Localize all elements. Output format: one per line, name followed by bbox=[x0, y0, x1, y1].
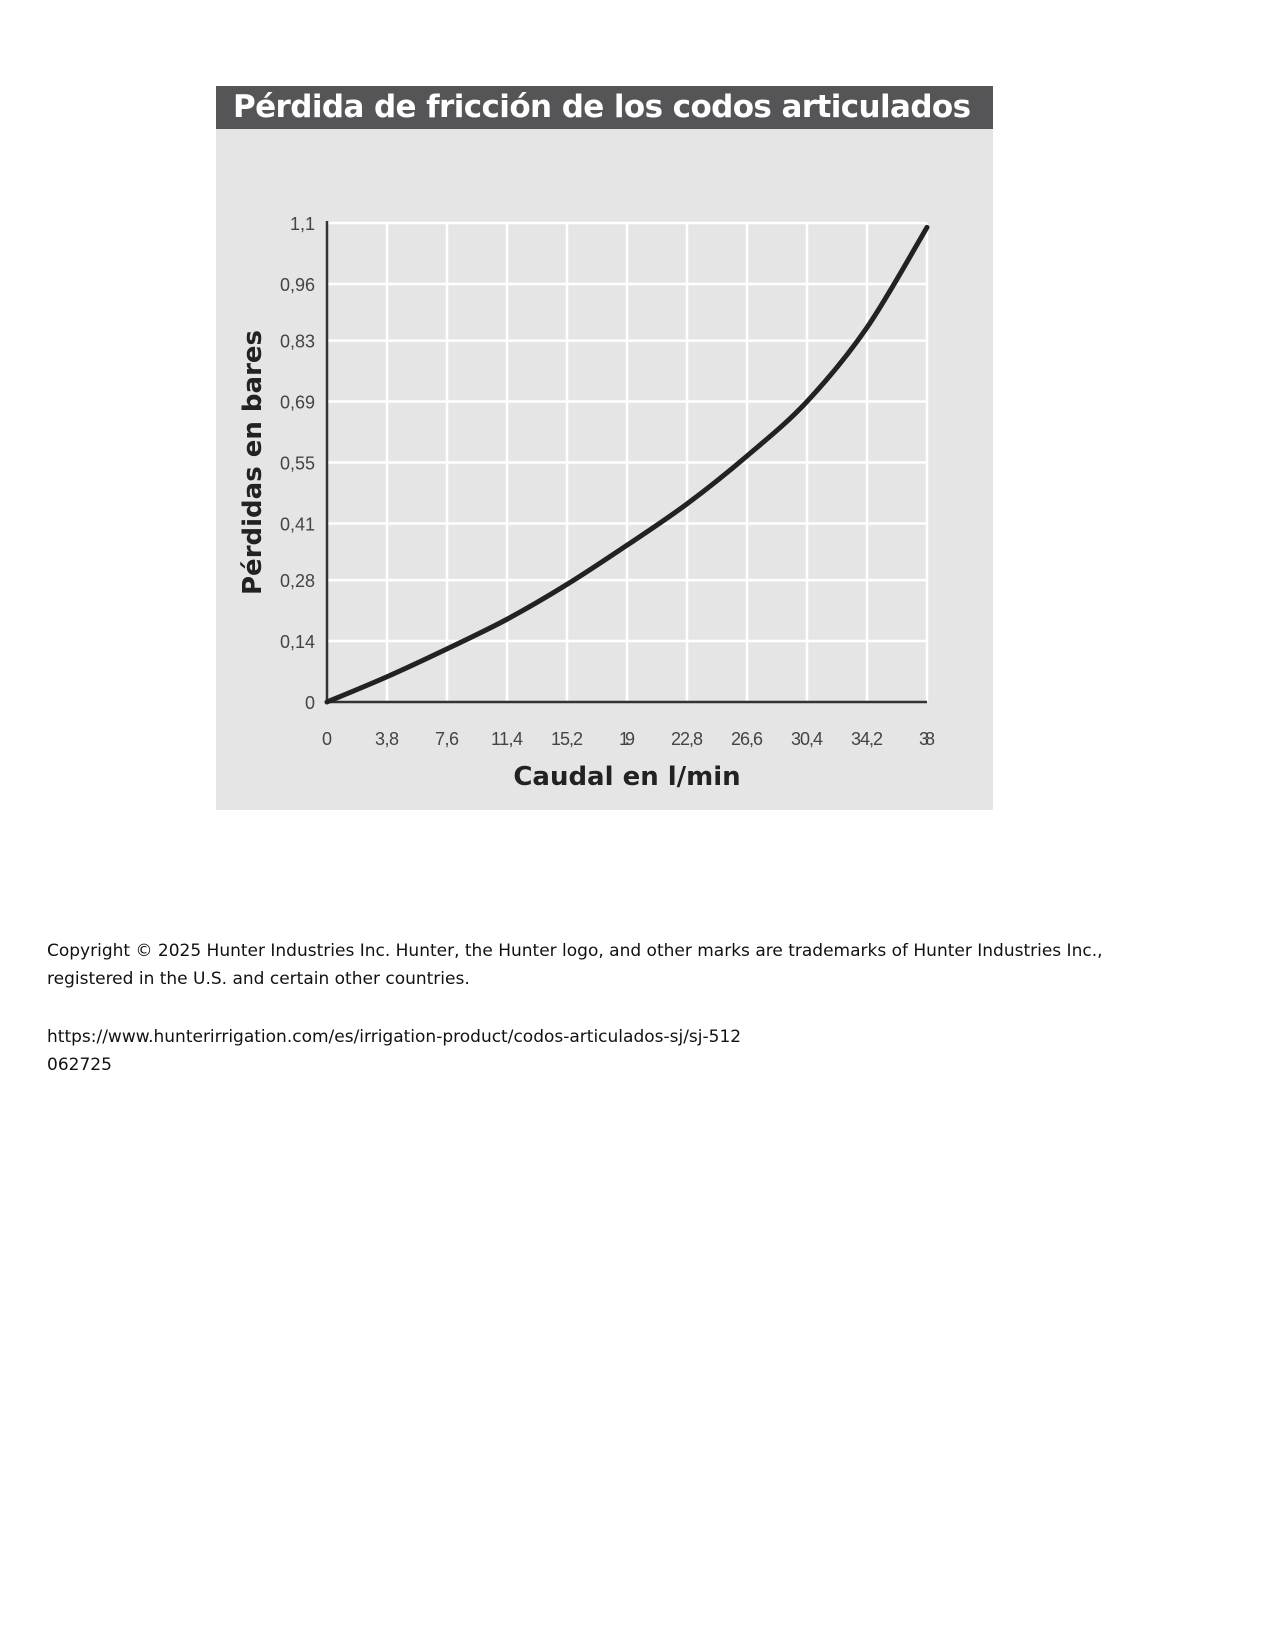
x-tick-label-9: 34,2 bbox=[851, 729, 883, 749]
document-code: 062725 bbox=[47, 1055, 112, 1075]
x-tick-label-3: 11,4 bbox=[491, 729, 523, 749]
chart-title-bar bbox=[216, 86, 993, 129]
y-tick-label-6: 0,83 bbox=[279, 331, 315, 352]
x-tick-label-0: 0 bbox=[321, 729, 333, 749]
x-tick-label-1: 3,8 bbox=[375, 729, 399, 749]
x-tick-label-6: 22,8 bbox=[671, 729, 703, 749]
y-tick-label-0: 0 bbox=[304, 693, 315, 713]
y-tick-label-3: 0,41 bbox=[279, 514, 315, 535]
x-tick-label-5: 19 bbox=[619, 729, 635, 749]
copyright-line-2: registered in the U.S. and certain other countries. bbox=[47, 969, 470, 989]
y-axis-title: Pérdidas en bares bbox=[238, 329, 268, 596]
x-tick-label-4: 15,2 bbox=[551, 729, 583, 749]
y-tick-label-7: 0,96 bbox=[279, 274, 315, 295]
y-tick-label-8: 1,1 bbox=[289, 214, 315, 234]
x-tick-label-7: 26,6 bbox=[731, 729, 763, 749]
y-tick-label-5: 0,69 bbox=[279, 392, 315, 413]
y-tick-label-1: 0,14 bbox=[279, 632, 315, 653]
x-tick-label-2: 7,6 bbox=[435, 729, 459, 749]
y-tick-label-4: 0,55 bbox=[279, 453, 315, 474]
x-tick-label-8: 30,4 bbox=[791, 729, 823, 749]
copyright-line-1: Copyright © 2025 Hunter Industries Inc. Hunter, the Hunter logo, and other marks are trademarks of Hunter Industries Inc., bbox=[47, 941, 1103, 961]
friction-loss-chart bbox=[216, 86, 993, 810]
chart-panel bbox=[216, 86, 993, 810]
x-tick-label-10: 38 bbox=[919, 729, 935, 749]
source-url: https://www.hunterirrigation.com/es/irrigation-product/codos-articulados-sj/sj-512 bbox=[47, 1027, 742, 1047]
chart-title: Pérdida de fricción de los codos articulados bbox=[233, 89, 971, 125]
x-axis-title: Caudal en l/min bbox=[513, 762, 741, 792]
y-tick-label-2: 0,28 bbox=[279, 571, 315, 592]
